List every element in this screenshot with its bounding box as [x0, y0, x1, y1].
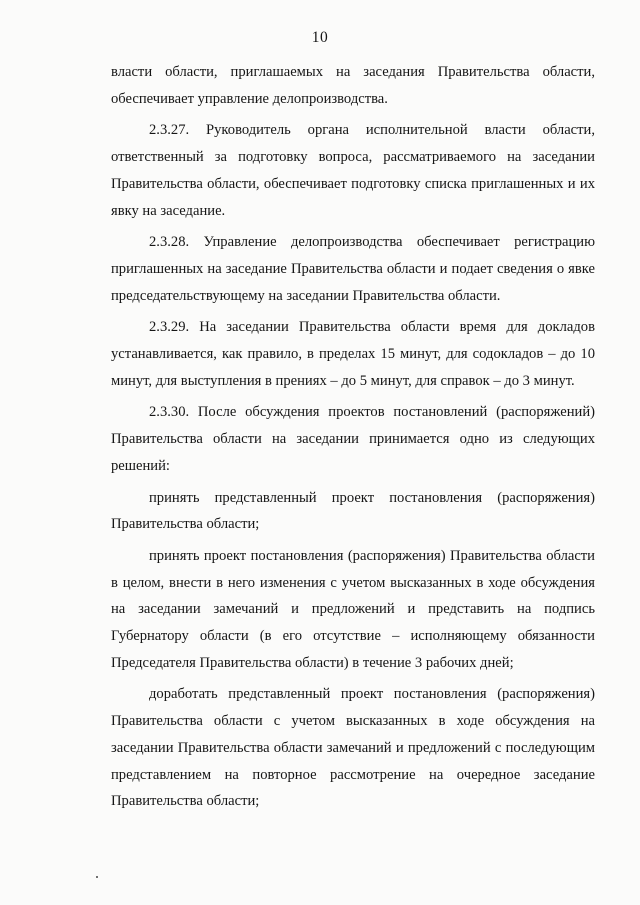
paragraph-2-3-28: 2.3.28. Управление делопроизводства обеспечивает регистрацию приглашенных на заседание Правительства области и подает сведения о явке председательствующему на заседании Правительства области.	[111, 234, 595, 304]
document-body	[111, 59, 595, 820]
decision-option-revise: доработать представленный проект постановления (распоряжения) Правительства области с учетом высказанных в ходе обсуждения на заседании Правительства области замечаний и предложений с последующим представлением на повторное рассмотрение на очередное заседание Правительства области;	[111, 686, 595, 810]
paragraph-continuation: власти области, приглашаемых на заседания Правительства области, обеспечивает управление делопроизводства.	[111, 64, 595, 107]
paragraph-2-3-30: 2.3.30. После обсуждения проектов постановлений (распоряжений) Правительства области на заседании принимается одно из следующих решений:	[111, 404, 595, 474]
page-number: 10	[311, 29, 329, 46]
decision-option-accept-with-changes: принять проект постановления (распоряжения) Правительства области в целом, внести в него изменения с учетом высказанных в ходе обсуждения на заседании замечаний и предложений и представить на подпись Губернатору области (в его отсутствие – исполняющему обязанности Председателя Правительства области) в течение 3 рабочих дней;	[111, 547, 595, 671]
paragraph-2-3-27: 2.3.27. Руководитель органа исполнительной власти области, ответственный за подготовку вопроса, рассматриваемого на заседании Правительства области, обеспечивает подготовку списка приглашенных и их явку на заседание.	[111, 122, 595, 219]
paragraph-2-3-29: 2.3.29. На заседании Правительства области время для докладов устанавливается, как правило, в пределах 15 минут, для содокладов – до 10 минут, для выступления в прениях – до 5 минут, для справок – до 3 минут.	[111, 319, 595, 389]
decision-option-accept: принять представленный проект постановления (распоряжения) Правительства области;	[111, 489, 595, 533]
scan-speck	[96, 876, 98, 878]
